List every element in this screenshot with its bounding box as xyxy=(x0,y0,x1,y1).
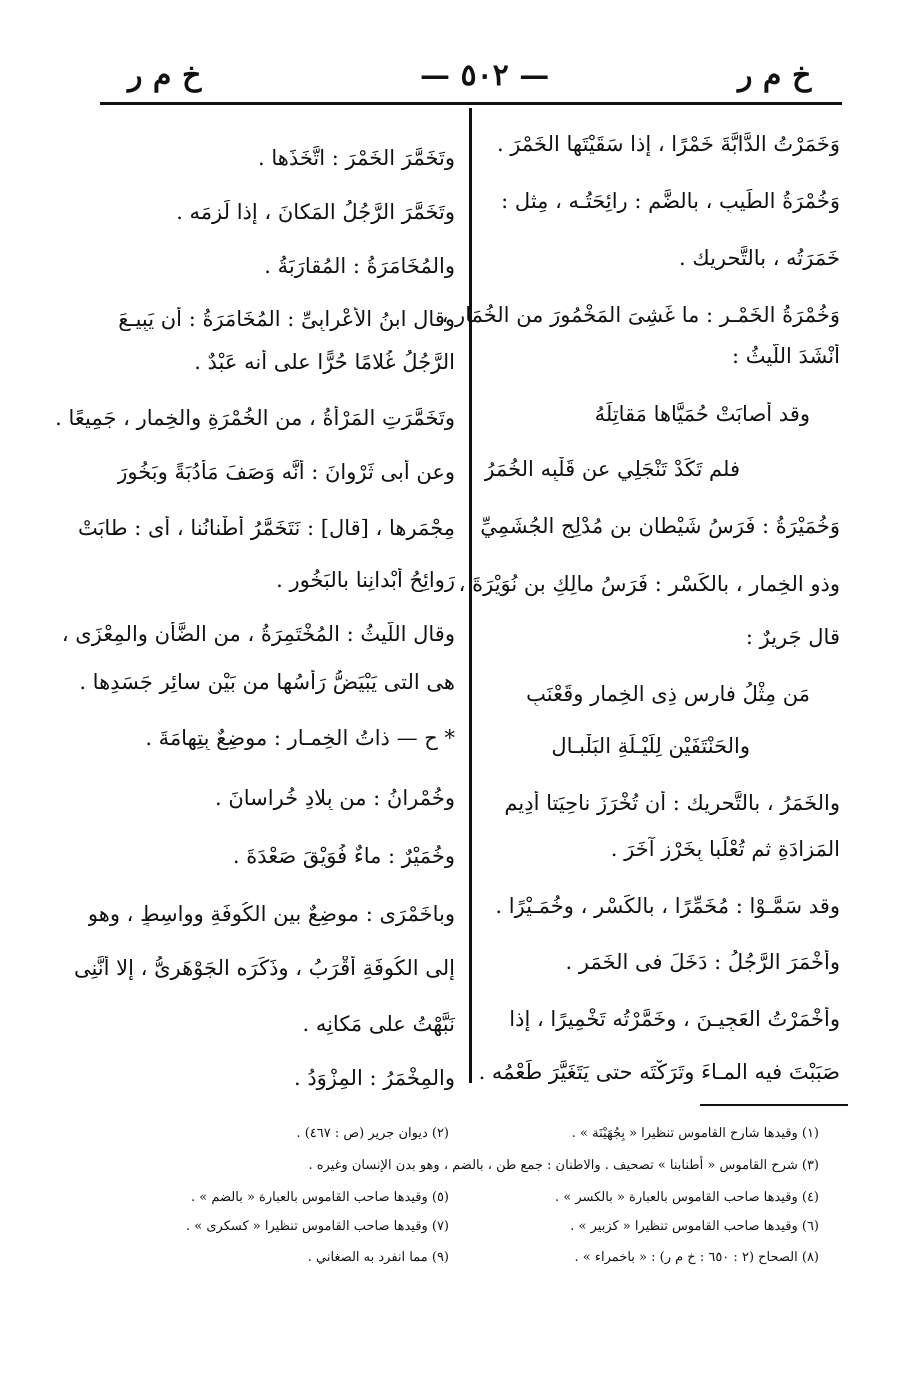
text-line: أَنْشَدَ اللَّيثُ : xyxy=(731,344,840,368)
text-line: والمُخَامَرَةُ : المُقارَبَةُ . xyxy=(264,254,455,278)
text-line: وتَخَمَّرَ الرَّجُلُ المَكانَ ، إذا لَزِمَه . xyxy=(176,200,455,224)
text-line: وقد سَمَّـوْا : مُخَمِّرًا ، بالكَسْر ، وخُمَـيْرًا . xyxy=(495,894,840,918)
text-line: المَزادَةِ ثم تُعْلَبا بِخَرْزٍ آخَرَ . xyxy=(610,837,840,861)
footnote-rule xyxy=(700,1104,848,1106)
text-line: وأَخْمَرْتُ العَجِيـنَ ، وخَمَّرْتُه تَخْمِيرًا ، إذا xyxy=(509,1007,840,1031)
text-line: وخُمَيْرٌ : ماءٌ فُوَيْقَ صَعْدَةَ . xyxy=(232,844,455,868)
footnote: (٣) شرح القاموس « أطنابنا » تصحيف . والاطنان : جمع طن ، بالضم ، وهو بدن الإنسان وغيره . xyxy=(308,1158,819,1173)
text-line: قال جَرِيرٌ : xyxy=(745,625,840,649)
text-line: وذو الخِمار ، بالكَسْر : فَرَسُ مالِكِ بن نُوَيْرَةَ ، xyxy=(458,572,840,596)
text-line: والمِخْمَرُ : المِزْوَدُ . xyxy=(293,1066,455,1090)
text-line: وتَخَمَّرَ الخَمْرَ : اتَّخَذَها . xyxy=(258,146,455,170)
text-line: وَخُمَيْرَةُ : فَرَسُ شَيْطانِ بن مُدْلِجِ الجُشَمِيِّ . xyxy=(466,514,840,538)
page-header-root-left: خ م ر xyxy=(128,58,202,93)
verse-line: مَن مِثْلُ فارِسِ ذِى الخِمارِ وقَعْنَبٍ xyxy=(526,682,810,706)
text-line: وخُمْرانُ : من بِلادِ خُراسانَ . xyxy=(214,786,455,810)
text-line: إلى الكُوفَةِ أَقْرَبُ ، وذَكَرَه الجَوْهَرِىُّ ، إلا أَنَّنِى xyxy=(73,956,455,980)
text-line: صَبَبْتَ فيه المـاءَ وتَرَكْتَه حتى يَتَغَيَّرَ طَعْمُه . xyxy=(478,1060,840,1084)
text-line: وَخُمْرَةُ الخَمْـرِ : ما غَشِىَ المَخْمُورَ من الخُمَارِ ، xyxy=(441,303,840,327)
footnote: (٩) مما انفرد به الصغاني . xyxy=(307,1250,449,1265)
verse-line: والحَنْتَفَيْنِ لِلَيْـلَةِ البَلْبـالِ xyxy=(551,734,750,758)
text-line: الرَّجُلُ غُلامًا حُرًّا على أنه عَبْدٌ . xyxy=(194,350,455,374)
page-number: — ٥٠٢ — xyxy=(420,58,550,93)
text-line: رَوائِحُ أَبْدانِنا بالبَخُورِ . xyxy=(276,568,455,592)
verse-line: وقد أَصابَتْ حُمَيَّاها مَقاتِلَهُ xyxy=(594,402,810,426)
text-line: وأَخْمَرَ الرَّجُلُ : دَخَلَ فى الخَمَرِ . xyxy=(565,950,840,974)
text-line: والخَمَرُ ، بالتَّحريك : أن تُخْرَزَ ناحِيَتا أَدِيمِ xyxy=(504,791,840,815)
text-line: * ح — ذاتُ الخِمـارِ : موضِعٌ بِتِهامَةَ . xyxy=(145,726,455,750)
footnote: (١) وقيدها شارح القاموس تنظيرا « بِجُهَيْنَة » . xyxy=(571,1126,819,1141)
text-line: وقال اللَّيثُ : المُخْتَمِرَةُ ، من الضَّأْنِ والمِعْزَى ، xyxy=(61,622,455,646)
text-line: وَخُمْرَةُ الطِّيبِ ، بالضَّم : رائِحَتُـه ، مِثل : xyxy=(501,189,840,213)
text-line: خَمَرَتُه ، بالتَّحريك . xyxy=(679,246,840,270)
footnote: (٨) الصحاح (٢ : ٦٥٠ : خ م ر) : « باخمراء » . xyxy=(574,1250,819,1265)
footnote: (٦) وقيدها صاحب القاموس تنظيرا « كزبير » . xyxy=(570,1219,819,1234)
text-line: مِجْمَرِها ، [قال] : نَتَخَمَّرُ أَطْنانُنا ، أى : طابَتْ xyxy=(77,516,455,540)
text-line: هى التى يَبْيَضُّ رَأْسُها من بَيْنِ سائِرِ جَسَدِها . xyxy=(79,670,455,694)
text-line: وتَخَمَّرَتِ المَرْأَةُ ، من الخُمْرَةِ والخِمارِ ، جَمِيعًا . xyxy=(55,406,455,430)
footnote: (٤) وقيدها صاحب القاموس بالعبارة « بالكسر » . xyxy=(554,1190,819,1205)
text-line: نَبَّهْتُ على مَكانِه . xyxy=(302,1012,455,1036)
page-header-root-right: خ م ر xyxy=(738,58,812,93)
footnote: (٥) وقيدها صاحب القاموس بالعبارة « بالضم » . xyxy=(191,1190,449,1205)
footnote: (٢) ديوان جرير (ص : ٤٦٧) . xyxy=(296,1126,449,1141)
header-rule xyxy=(100,102,842,105)
footnote: (٧) وقيدها صاحب القاموس تنظيرا « كسكرى » . xyxy=(186,1219,449,1234)
text-line: وقال ابنُ الأَعْرابِىِّ : المُخَامَرَةُ : أن يَبِيـعَ xyxy=(118,307,455,331)
text-line: وعن أبى ثَرْوانَ : أنَّه وَصَفَ مَأْدُبَةً وبَخُورَ xyxy=(117,460,455,484)
verse-line: فلم تَكَدْ تَنْجَلِي عن قَلْبِه الخُمَرُ xyxy=(484,457,740,481)
text-line: وَخَمَرْتُ الدَّابَّةَ خَمْرًا ، إذا سَقَيْتَها الخَمْرَ . xyxy=(496,132,840,156)
text-line: وباخَمْرَى : موضِعٌ بين الكُوفَةِ وواسِطٍ ، وهو xyxy=(87,902,455,926)
